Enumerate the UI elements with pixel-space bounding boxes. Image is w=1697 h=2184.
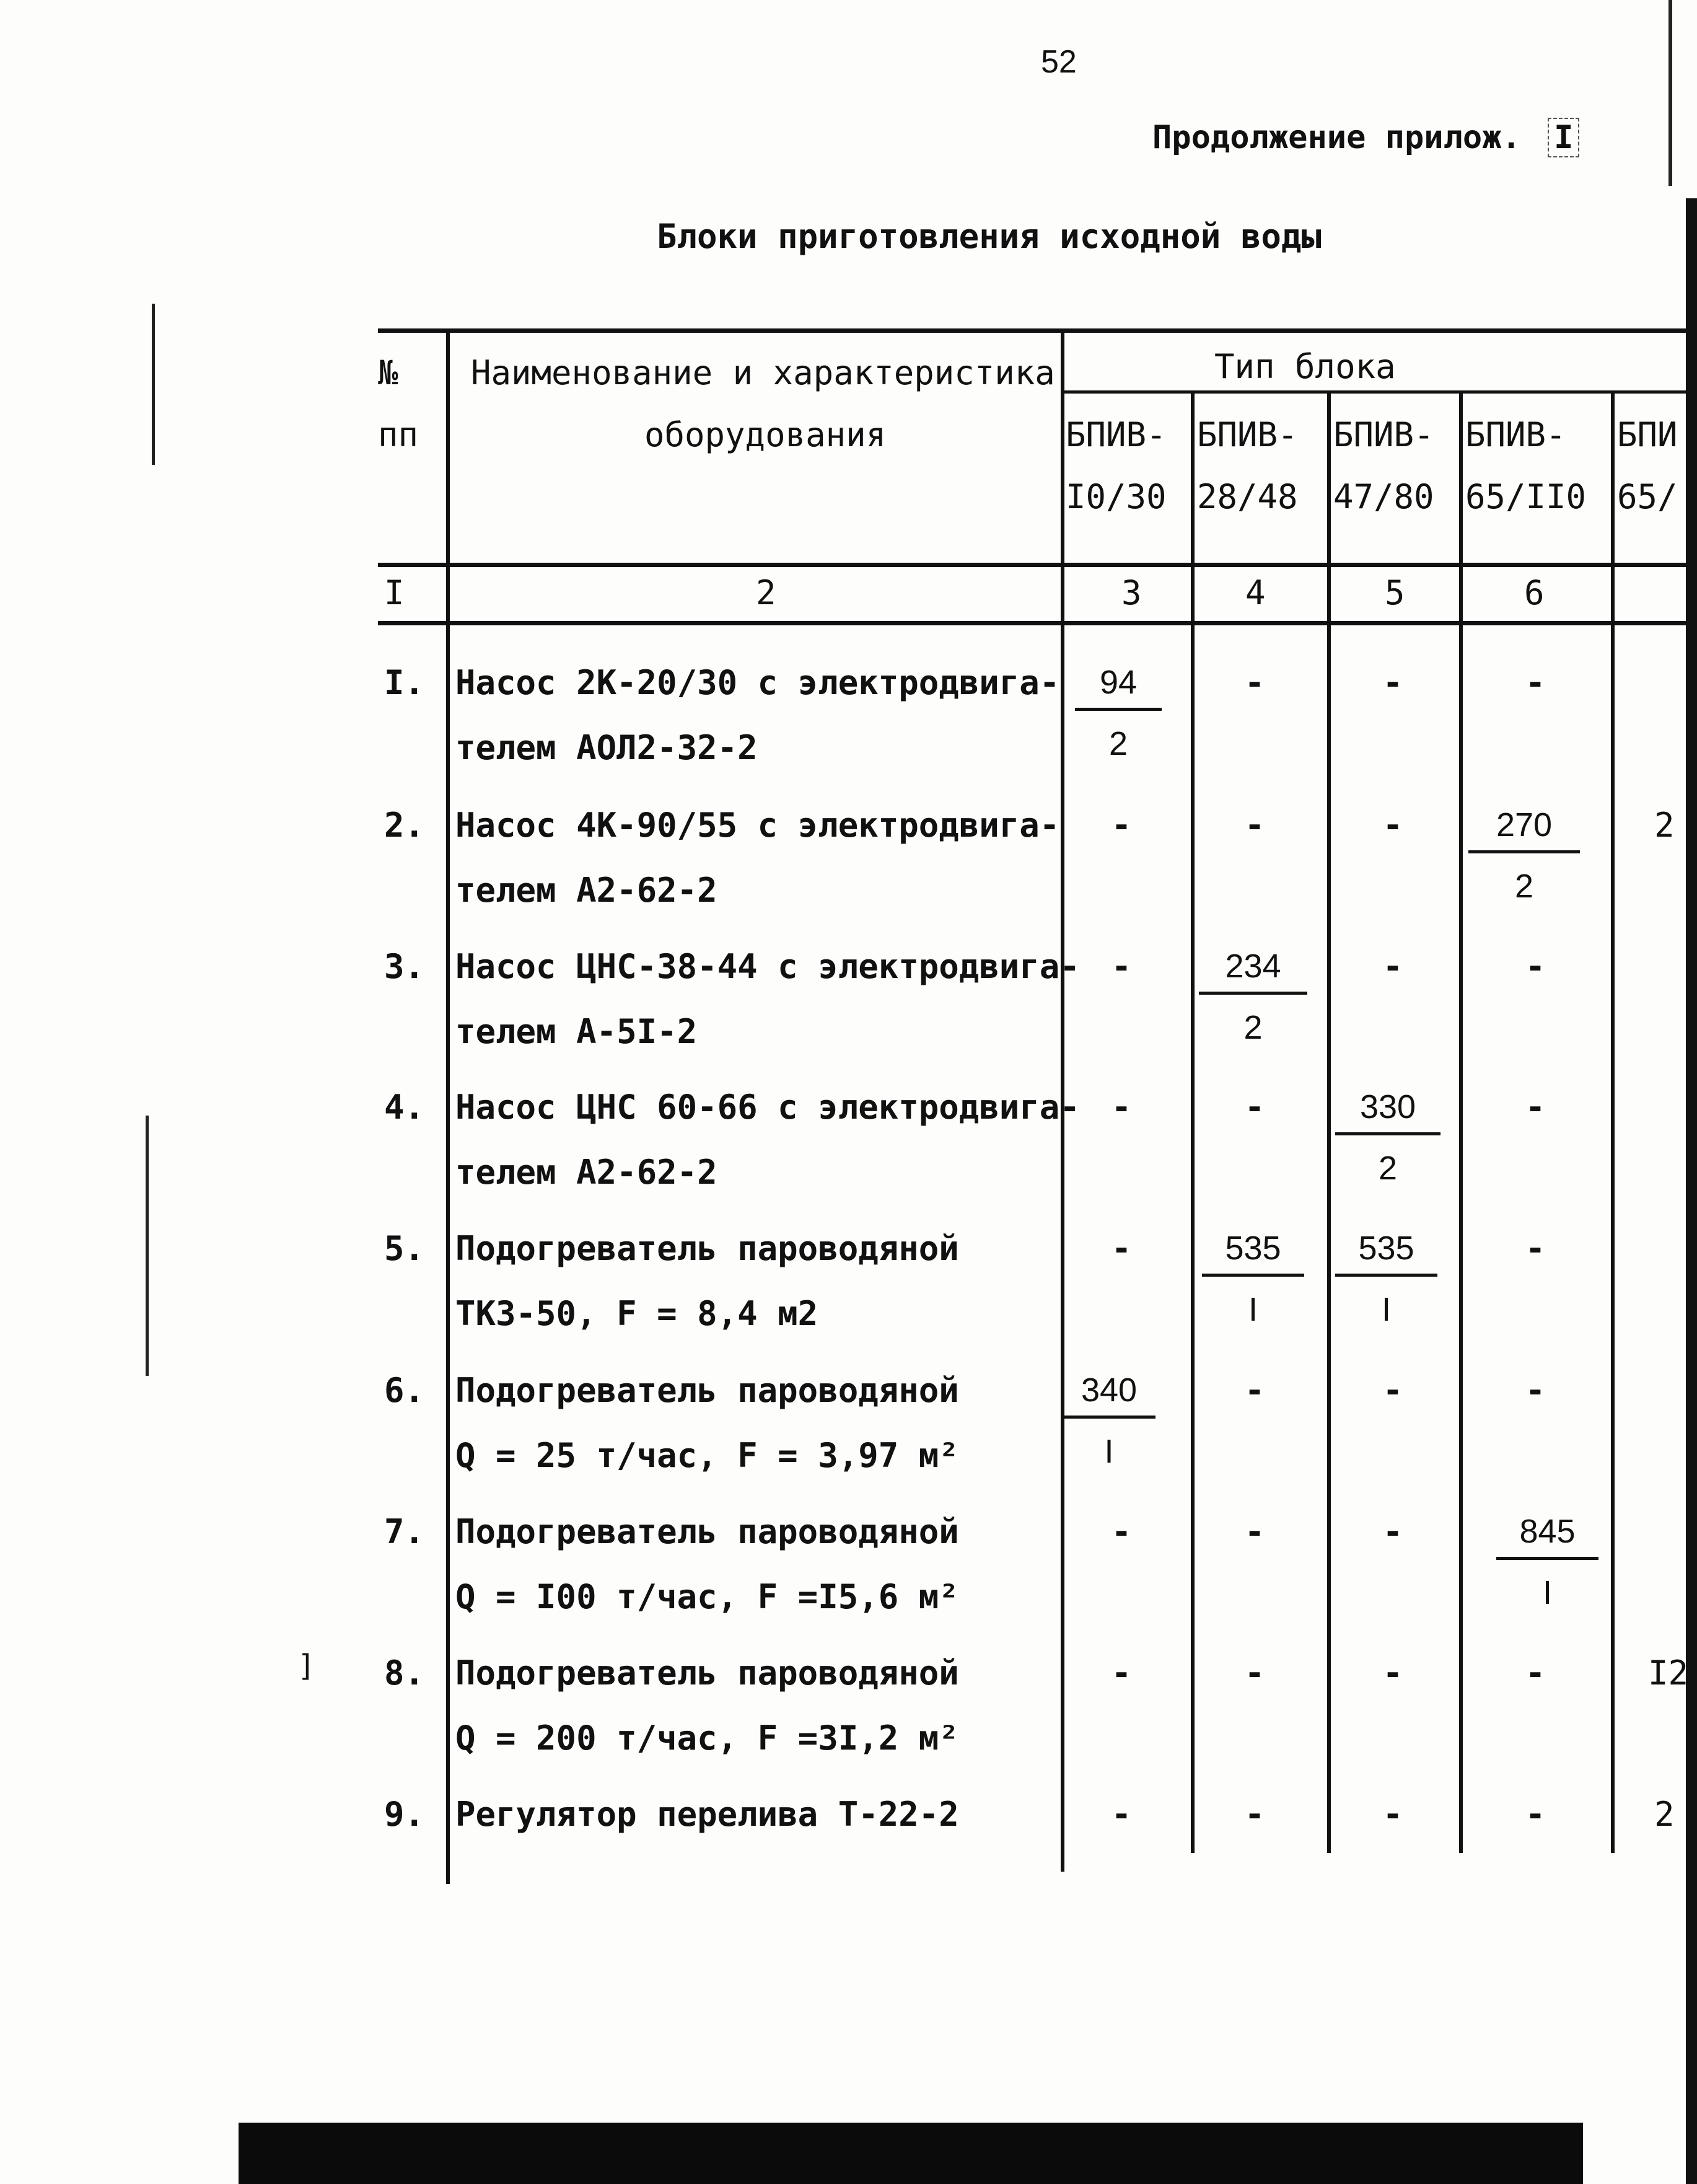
colnum-bottom-rule bbox=[378, 621, 1697, 625]
page-edge-line bbox=[1668, 0, 1672, 186]
header-type-3-line2: 47/80 bbox=[1333, 477, 1434, 516]
row-5-col4-fraction bbox=[1202, 1229, 1304, 1329]
col-divider-3 bbox=[1191, 390, 1195, 1853]
row-3-num: 3. bbox=[384, 947, 425, 986]
header-type-1-line2: I0/30 bbox=[1066, 477, 1167, 516]
row-3-col5-dash: - bbox=[1382, 947, 1403, 986]
header-type-1-line1: БПИВ- bbox=[1066, 415, 1167, 454]
row-4-col4-dash: - bbox=[1244, 1088, 1265, 1127]
continuation-ref: I bbox=[1548, 118, 1579, 157]
row-1-col6-dash: - bbox=[1525, 663, 1546, 702]
row-7-col4-dash: - bbox=[1244, 1512, 1265, 1551]
row-2-col4-dash: - bbox=[1244, 806, 1265, 845]
colnum-3: 3 bbox=[1121, 573, 1142, 612]
header-name-line1: Наименование и характеристика bbox=[471, 353, 1055, 392]
row-2-col7-partial: 2 bbox=[1654, 806, 1675, 845]
bottom-scan-bar bbox=[239, 2123, 1583, 2184]
header-type-5-line1: БПИ bbox=[1617, 415, 1678, 454]
colnum-6: 6 bbox=[1524, 573, 1545, 612]
left-margin-mark bbox=[152, 304, 155, 465]
colnum-2: 2 bbox=[756, 573, 776, 612]
row-2-col6-fraction bbox=[1468, 806, 1580, 905]
row-9-col4-dash: - bbox=[1244, 1795, 1265, 1834]
row-5-col4-count: I bbox=[1248, 1291, 1258, 1328]
row-3-col4-fraction bbox=[1199, 947, 1307, 1047]
table-title: Блоки приготовления исходной воды bbox=[657, 217, 1322, 256]
header-num-line2: пп bbox=[378, 415, 419, 454]
header-num-line1: № bbox=[378, 353, 398, 392]
row-9-col3-dash: - bbox=[1111, 1795, 1132, 1834]
row-3-line1: Насос ЦНС-38-44 с электродвига- bbox=[455, 947, 1080, 986]
row-5-col6-dash: - bbox=[1525, 1229, 1546, 1268]
row-5-col3-dash: - bbox=[1111, 1229, 1132, 1268]
left-margin-mark-2 bbox=[146, 1116, 149, 1376]
row-1-col3-qty: 94 bbox=[1075, 663, 1162, 711]
row-9-num: 9. bbox=[384, 1795, 425, 1834]
row-8-col4-dash: - bbox=[1244, 1653, 1265, 1693]
col-divider-1 bbox=[446, 328, 450, 1884]
header-bottom-rule bbox=[378, 563, 1697, 567]
page-number: 52 bbox=[1041, 44, 1077, 80]
row-6-col3-qty: 340 bbox=[1063, 1371, 1155, 1419]
row-4-line1: Насос ЦНС 60-66 с электродвига- bbox=[455, 1088, 1080, 1127]
row-5-line1: Подогреватель пароводяной bbox=[455, 1229, 959, 1268]
row-7-col6-count: I bbox=[1542, 1574, 1552, 1611]
row-6-line2: Q = 25 т/час, F = 3,97 м² bbox=[455, 1436, 959, 1475]
header-type-2-line2: 28/48 bbox=[1197, 477, 1298, 516]
row-3-col3-dash: - bbox=[1111, 947, 1132, 986]
header-name-line2: оборудования bbox=[644, 415, 887, 454]
row-9-col7-partial: 2 bbox=[1654, 1795, 1675, 1834]
row-7-col5-dash: - bbox=[1382, 1512, 1403, 1551]
header-type-group: Тип блока bbox=[1214, 347, 1396, 386]
row-5-num: 5. bbox=[384, 1229, 425, 1268]
row-7-line2: Q = I00 т/час, F =I5,6 м² bbox=[455, 1577, 959, 1616]
row-5-col5-qty: 535 bbox=[1335, 1229, 1437, 1277]
row-2-line1: Насос 4К-90/55 с электродвига- bbox=[455, 806, 1060, 845]
type-group-rule bbox=[1061, 390, 1697, 394]
row-4-line2: телем А2-62-2 bbox=[455, 1153, 717, 1192]
row-4-col3-dash: - bbox=[1111, 1088, 1132, 1127]
colnum-5: 5 bbox=[1385, 573, 1405, 612]
row-8-col5-dash: - bbox=[1382, 1653, 1403, 1693]
row-7-line1: Подогреватель пароводяной bbox=[455, 1512, 959, 1551]
header-type-3-line1: БПИВ- bbox=[1333, 415, 1434, 454]
header-type-4-line2: 65/II0 bbox=[1465, 477, 1587, 516]
row-8-line1: Подогреватель пароводяной bbox=[455, 1653, 959, 1693]
header-type-4-line1: БПИВ- bbox=[1465, 415, 1566, 454]
row-4-col5-count: 2 bbox=[1378, 1150, 1398, 1187]
row-3-col4-qty: 234 bbox=[1199, 947, 1307, 995]
margin-bracket: ] bbox=[297, 1649, 315, 1683]
row-2-col6-count: 2 bbox=[1514, 868, 1534, 905]
col-divider-4 bbox=[1327, 390, 1331, 1853]
row-9-col5-dash: - bbox=[1382, 1795, 1403, 1834]
row-4-col6-dash: - bbox=[1525, 1088, 1546, 1127]
header-type-2-line1: БПИВ- bbox=[1197, 415, 1298, 454]
row-9-col6-dash: - bbox=[1525, 1795, 1546, 1834]
row-3-line2: телем А-5I-2 bbox=[455, 1012, 698, 1051]
row-6-col3-count: I bbox=[1104, 1433, 1114, 1470]
row-1-line2: телем АОЛ2-32-2 bbox=[455, 728, 758, 767]
row-2-line2: телем А2-62-2 bbox=[455, 871, 717, 910]
continuation-note bbox=[1152, 118, 1579, 157]
row-1-col5-dash: - bbox=[1382, 663, 1403, 702]
row-9-line1: Регулятор перелива Т-22-2 bbox=[455, 1795, 959, 1834]
col-divider-5 bbox=[1459, 390, 1463, 1853]
row-7-col3-dash: - bbox=[1111, 1512, 1132, 1551]
row-1-num: I. bbox=[384, 663, 425, 702]
row-2-col3-dash: - bbox=[1111, 806, 1132, 845]
row-7-num: 7. bbox=[384, 1512, 425, 1551]
row-5-line2: ТКЗ-50, F = 8,4 м2 bbox=[455, 1294, 818, 1333]
continuation-label: Продолжение прилож. bbox=[1152, 119, 1521, 156]
row-8-line2: Q = 200 т/час, F =3I,2 м² bbox=[455, 1719, 959, 1758]
row-2-col5-dash: - bbox=[1382, 806, 1403, 845]
colnum-4: 4 bbox=[1245, 573, 1266, 612]
header-type-5-line2: 65/ bbox=[1617, 477, 1678, 516]
row-4-col5-qty: 330 bbox=[1335, 1088, 1440, 1135]
row-3-col4-count: 2 bbox=[1243, 1009, 1263, 1046]
row-8-col7-partial: I2 bbox=[1648, 1653, 1689, 1693]
row-6-num: 6. bbox=[384, 1371, 425, 1410]
row-4-col5-fraction bbox=[1335, 1088, 1440, 1187]
row-6-line1: Подогреватель пароводяной bbox=[455, 1371, 959, 1410]
row-6-col5-dash: - bbox=[1382, 1371, 1403, 1410]
colnum-1: I bbox=[384, 573, 405, 612]
row-5-col4-qty: 535 bbox=[1202, 1229, 1304, 1277]
row-6-col6-dash: - bbox=[1525, 1371, 1546, 1410]
row-5-col5-fraction bbox=[1335, 1229, 1437, 1329]
row-8-num: 8. bbox=[384, 1653, 425, 1693]
row-1-line1: Насос 2К-20/30 с электродвига- bbox=[455, 663, 1060, 702]
row-1-col3-fraction bbox=[1075, 663, 1162, 763]
row-5-col5-count: I bbox=[1381, 1291, 1391, 1328]
table-top-rule bbox=[378, 328, 1697, 333]
row-8-col3-dash: - bbox=[1111, 1653, 1132, 1693]
row-7-col6-fraction bbox=[1496, 1512, 1598, 1612]
row-4-num: 4. bbox=[384, 1088, 425, 1127]
col-divider-6 bbox=[1611, 390, 1615, 1853]
row-3-col6-dash: - bbox=[1525, 947, 1546, 986]
row-6-col4-dash: - bbox=[1244, 1371, 1265, 1410]
equipment-table bbox=[378, 328, 1697, 1890]
row-7-col6-qty: 845 bbox=[1496, 1512, 1598, 1560]
row-2-num: 2. bbox=[384, 806, 425, 845]
row-8-col6-dash: - bbox=[1525, 1653, 1546, 1693]
row-6-col3-fraction bbox=[1063, 1371, 1155, 1471]
row-2-col6-qty: 270 bbox=[1468, 806, 1580, 853]
row-1-col3-count: 2 bbox=[1108, 725, 1128, 762]
row-1-col4-dash: - bbox=[1244, 663, 1265, 702]
